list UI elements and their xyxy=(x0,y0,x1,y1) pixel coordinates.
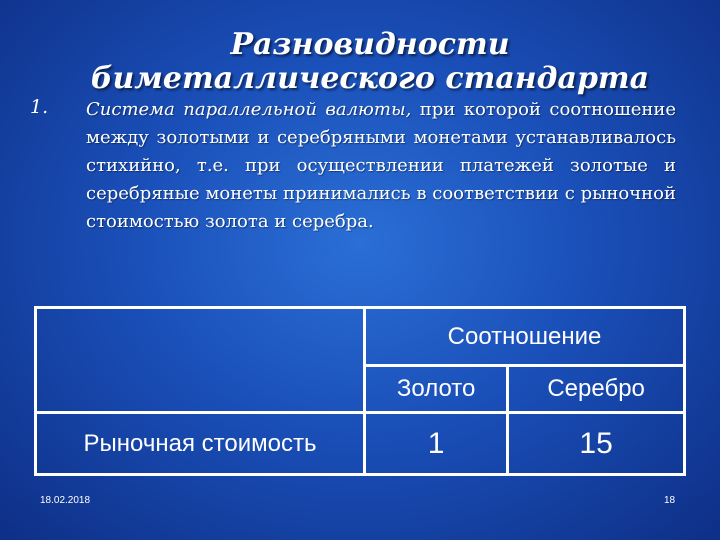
table-empty-cell xyxy=(36,308,365,413)
table-header-ratio: Соотношение xyxy=(365,308,685,366)
ratio-table xyxy=(34,306,686,476)
list-item-body: при которой соотношение между золотыми и серебряными монетами устанавливалось стихийно, т.е. при осуществлении платежей золотые и серебряные монеты принимались в соответствии с рыночной стоимостью золота и серебра. xyxy=(86,99,676,232)
table-cell-gold: 1 xyxy=(365,413,508,475)
table-cell-silver: 15 xyxy=(508,413,685,475)
table-header-gold: Золото xyxy=(365,366,508,413)
footer-page-number: 18 xyxy=(664,495,676,506)
list-item-lead: Система параллельной валюты, xyxy=(86,99,412,120)
slide-title: Разновидности биметаллического стандарта xyxy=(90,27,650,96)
list-item-number: 1. xyxy=(30,96,49,118)
table-header-silver: Серебро xyxy=(508,366,685,413)
table-row-label: Рыночная стоимость xyxy=(36,413,365,475)
footer-date: 18.02.2018 xyxy=(40,495,91,506)
list-item-text xyxy=(86,96,676,236)
